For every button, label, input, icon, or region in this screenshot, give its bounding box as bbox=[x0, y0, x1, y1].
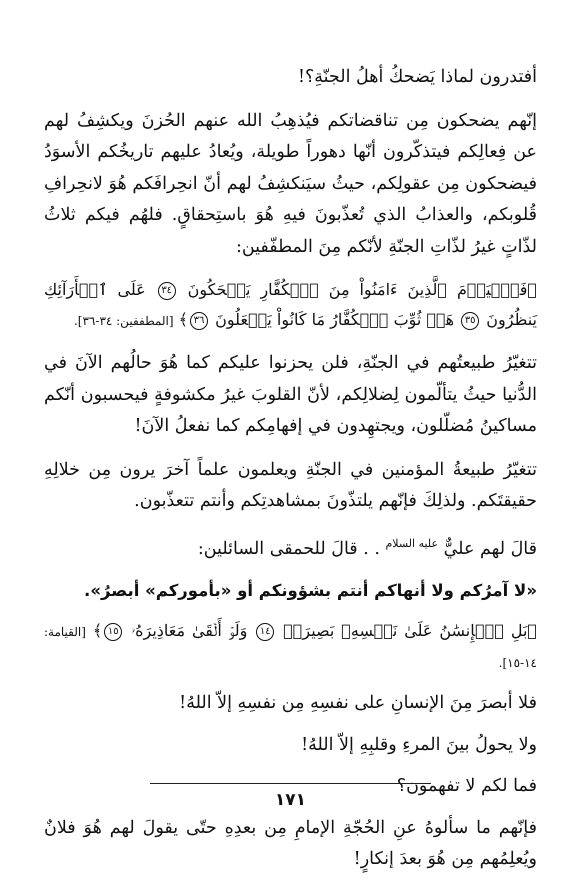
quran-close-bracket: ﴾ bbox=[178, 310, 189, 329]
footer-divider bbox=[150, 783, 431, 784]
paragraph-11-text: فما لكم لا تفهمون؟ bbox=[396, 776, 537, 797]
paragraph-9 bbox=[44, 688, 537, 720]
quote-text: «لا آمرُكم ولا أنهاكم أنتم بشؤونكم أو «بأموركم» أبصرُ». bbox=[84, 580, 537, 600]
ayah-number-marker: ١٥ bbox=[104, 623, 122, 641]
paragraph-9-text: فلا أبصرَ مِنَ الإنسانِ على نفسِهِ مِن نفسِهِ إلاّ اللهُ! bbox=[179, 693, 537, 714]
quran-text-5: وَلَوۡ أَلۡقَىٰ مَعَاذِيرَهُۥ bbox=[131, 621, 248, 641]
paragraph-5 bbox=[44, 455, 537, 518]
paragraph-4 bbox=[44, 348, 537, 443]
paragraph-4-text: تتغيّرُ طبيعتُهم في الجنّةِ، فلن يحزنوا عليكم كما هُوَ حالُهم الآنَ في الدُّنيا حيثُ يتألّمون لِضلالِكم، لأنّ القلوبَ غيرُ مكشوفةٍ فيحسبون أنّكم مساكينُ مُضلّلون، ويجتهِدون في إفهامِكم كما نفعلُ الآنَ! bbox=[44, 353, 537, 436]
paragraph-2 bbox=[44, 106, 537, 264]
paragraph-1-text: أفتدرون لماذا يَضحكُ أهلُ الجنّةِ؟! bbox=[297, 67, 537, 87]
paragraph-2-text: إنّهم يضحكون مِن تناقضاتكم فيُذهِبُ الله عنهم الحُزنَ ويكشِفُ لهم عن فِعالِكم فيتذكّرون أنّها دهوراً طويلة، ويُعادُ عليهم تاريخُكم الأسوَدُ فيضحكون مِن عقولِكم، حيثُ سيَنكشِفُ لهم أنّ انحِرافَكم هُوَ لانحِرافِ قُلوبكم، والعذابُ الذي تُعذّبونَ فيهِ هُوَ باستِحقاقٍ. فلهُم فيكم ثلاثُ لذّاتٍ غيرُ لذّاتِ الجنّةِ لأنّكم مِنَ المطفّفين: bbox=[44, 110, 537, 257]
paragraph-6-pre: قالَ لهم عليٌّ bbox=[443, 538, 537, 559]
quran-text-4: ﴿بَلِ ٱلۡإِنسَٰنُ عَلَىٰ نَفۡسِهِۦ بَصِيرَةٞ bbox=[283, 621, 538, 641]
paragraph-10 bbox=[44, 730, 537, 762]
paragraph-6-post: . . قالَ للحمقى السائلين: bbox=[197, 538, 380, 559]
paragraph-5-text: تتغيّرُ طبيعةُ المؤمنين في الجنّةِ ويعلمون علماً آخرَ يرون مِن خلالِهِ حقيقتَكم. ولذلِكَ فإنّهم يلتذّونَ بمشاهدتِكم وأنتم تتعذّبون. bbox=[44, 459, 537, 511]
verse-reference: [القيامة: ١٤-١٥]. bbox=[44, 625, 537, 671]
quran-text-2: عَلَى ٱلۡأَرَآئِكِ يَنظُرُونَ bbox=[44, 280, 537, 329]
ayah-number-marker: ٣٤ bbox=[158, 282, 176, 300]
paragraph-6 bbox=[44, 528, 537, 565]
page-body bbox=[44, 62, 537, 888]
ayah-number-marker: ١٤ bbox=[256, 623, 274, 641]
paragraph-10-text: ولا يحولُ بينَ المرءِ وقلبِهِ إلاّ اللهُ! bbox=[301, 734, 537, 755]
paragraph-1 bbox=[44, 62, 537, 94]
quran-text-3: هَلۡ ثُوِّبَ ٱلۡكُفَّارُ مَا كَانُواْ يَفۡعَلُونَ bbox=[215, 310, 455, 329]
honorific-mark: عليه السلام bbox=[385, 536, 439, 550]
ayah-number-marker: ٣٦ bbox=[190, 312, 208, 330]
quran-close-bracket: ﴾ bbox=[92, 621, 103, 641]
quran-text-1: ﴿فَٱلۡيَوۡمَ ٱلَّذِينَ ءَامَنُواْ مِنَ ٱلۡكُفَّارِ يَضۡحَكُونَ bbox=[187, 280, 537, 299]
ayah-number-marker: ٣٥ bbox=[461, 312, 479, 330]
quran-verse-qiyama bbox=[44, 616, 537, 678]
paragraph-12-text: فإنّهم ما سألوهُ عنِ الحُجّةِ الإمامِ مِن بعدِهِ حتّى يقولَ لهم هُوَ فلانٌ ويُعلِمُهم مِن هُوَ بعدَ إنكارٍ! bbox=[44, 817, 537, 870]
page-number: ١٧١ bbox=[274, 790, 307, 810]
quran-verse-mutaffifin bbox=[44, 275, 537, 336]
quote-ali bbox=[44, 575, 537, 607]
paragraph-12 bbox=[44, 813, 537, 876]
verse-reference: [المطففين: ٣٤-٣٦]. bbox=[73, 314, 174, 328]
